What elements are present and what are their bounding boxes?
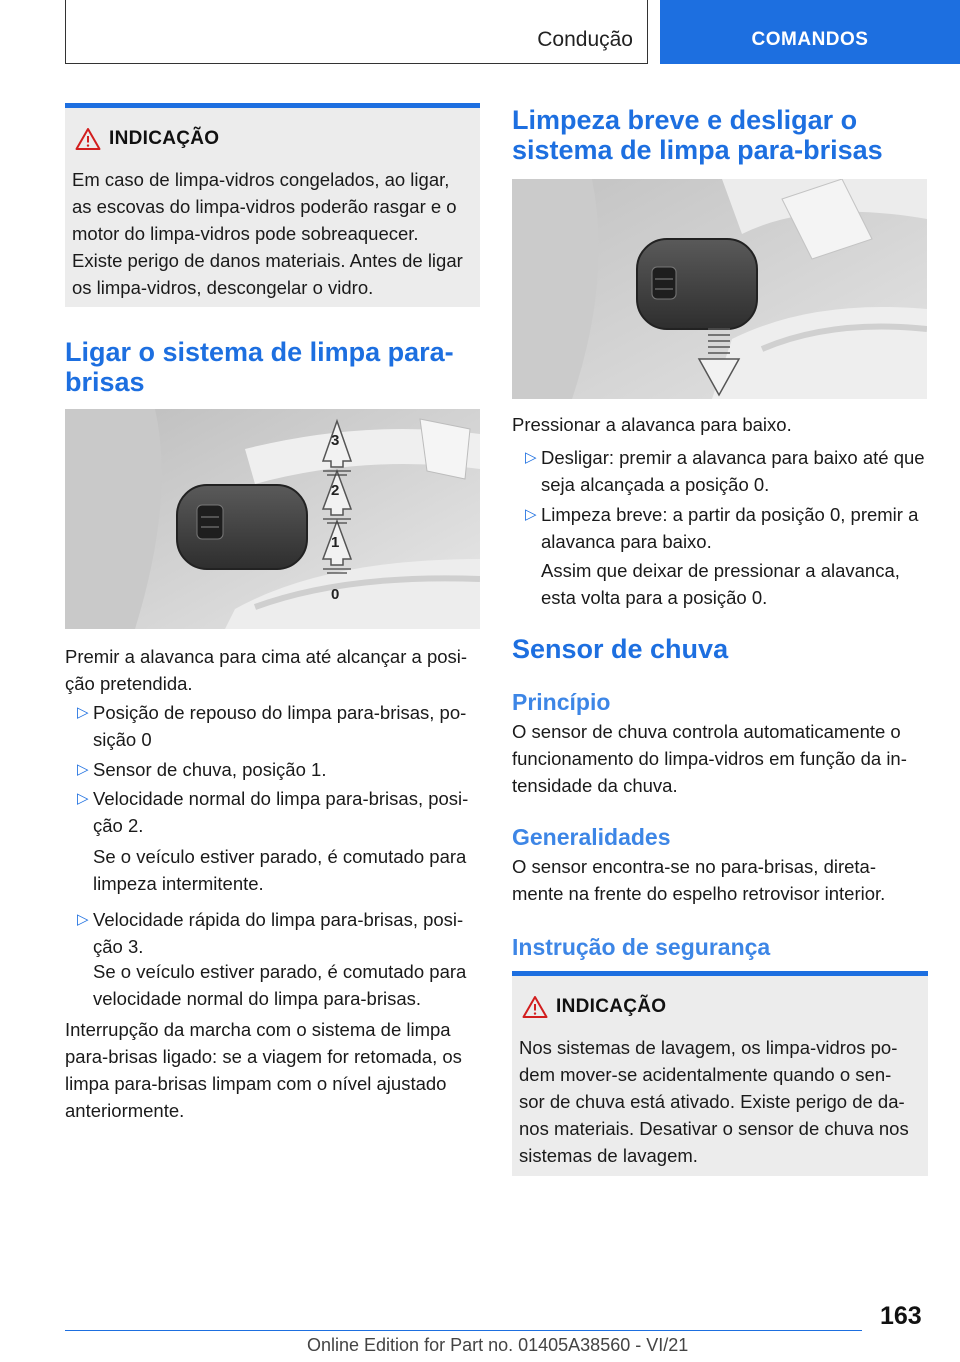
list-item-line: Se o veículo estiver parado, é comutado para: [93, 961, 467, 982]
figure-wiper-lever-up: [65, 409, 480, 629]
paragraph-line: anteriormente.: [65, 1100, 185, 1121]
heading-line: Limpeza breve e desligar o: [512, 105, 858, 135]
header-section-box: [65, 0, 648, 64]
list-item-line: Velocidade rápida do limpa para-brisas, posi-: [93, 909, 464, 930]
warning-triangle-icon: [522, 995, 548, 1019]
figure-wiper-lever-down: [512, 179, 927, 399]
warning-line: Existe perigo de danos materiais. Antes de ligar: [72, 250, 463, 271]
list-item-line: Se o veículo estiver parado, é comutado para: [93, 846, 467, 867]
list-item-normal-speed: [93, 785, 483, 839]
bullet-icon: ▷: [525, 449, 537, 466]
heading-line: Ligar o sistema de limpa para-: [65, 337, 454, 367]
list-item-rest-position: [93, 699, 483, 753]
list-item-line: sição 0: [93, 729, 152, 750]
list-item-line: esta volta para a posição 0.: [541, 587, 768, 608]
list-item-line: ção 3.: [93, 936, 144, 957]
warning-text: [72, 166, 474, 301]
list-item-note-fast-speed: [93, 958, 483, 1012]
paragraph-brief-intro: Pressionar a alavanca para baixo.: [512, 414, 792, 435]
figure-label-position-2: 2: [331, 482, 340, 499]
header-chapter-title: COMANDOS: [751, 29, 869, 50]
list-item-line: Desligar: premir a alavanca para baixo até que: [541, 447, 925, 468]
header-section-title: Condução: [537, 28, 633, 51]
warning-line: os limpa-vidros, descongelar o vidro.: [72, 277, 374, 298]
bullet-icon: ▷: [77, 911, 89, 928]
heading-switch-on-wipers: [65, 337, 485, 397]
warning-text: [519, 1034, 922, 1169]
list-item-line: Limpeza breve: a partir da posição 0, premir a: [541, 504, 919, 525]
list-item-line: limpeza intermitente.: [93, 873, 264, 894]
paragraph-line: ção pretendida.: [65, 673, 193, 694]
list-item-rain-sensor-position: [93, 756, 483, 783]
paragraph-general: [512, 853, 942, 907]
warning-line: nos materiais. Desativar o sensor de chuva nos: [519, 1118, 909, 1139]
list-item-switch-off: [541, 444, 936, 498]
bullet-icon: ▷: [77, 704, 89, 721]
paragraph-principle: [512, 718, 942, 799]
warning-line: motor do limpa-vidros pode sobreaquecer.: [72, 223, 419, 244]
heading-rain-sensor: Sensor de chuva: [512, 634, 729, 664]
header-chapter-box: [660, 0, 960, 64]
heading-line: sistema de limpa para-brisas: [512, 135, 883, 165]
warning-box-car-wash: [512, 971, 928, 1176]
list-item-line: alavanca para baixo.: [541, 531, 712, 552]
warning-triangle-icon: [75, 127, 101, 151]
list-item-line: Velocidade normal do limpa para-brisas, posi-: [93, 788, 469, 809]
paragraph-line: O sensor encontra-se no para-brisas, direta-: [512, 856, 877, 877]
subheading-principle: Princípio: [512, 689, 611, 715]
figure-label-position-3: 3: [331, 432, 340, 449]
footer-edition: Online Edition for Part no. 01405A38560 - VI/21: [307, 1335, 689, 1355]
bullet-icon: ▷: [525, 506, 537, 523]
list-item-brief-wipe: [541, 501, 936, 555]
list-item-line: Assim que deixar de pressionar a alavanca,: [541, 560, 900, 581]
paragraph-line: funcionamento do limpa-vidros em função da in-: [512, 748, 907, 769]
warning-line: sistemas de lavagem.: [519, 1145, 698, 1166]
heading-line: brisas: [65, 367, 145, 397]
wiper-lever-up-illustration: [65, 409, 480, 629]
list-item-line: velocidade normal do limpa para-brisas.: [93, 988, 422, 1009]
paragraph-line: Interrupção da marcha com o sistema de limpa: [65, 1019, 451, 1040]
paragraph-line: para-brisas ligado: se a viagem for retomada, os: [65, 1046, 462, 1067]
paragraph-line: mente na frente do espelho retrovisor interior.: [512, 883, 886, 904]
subheading-general: Generalidades: [512, 824, 671, 850]
list-item-line: seja alcançada a posição 0.: [541, 474, 770, 495]
warning-box-frozen-wipers: [65, 103, 480, 307]
footer-divider: [65, 1330, 862, 1331]
list-item-fast-speed: [93, 906, 483, 960]
paragraph-line: tensidade da chuva.: [512, 775, 678, 796]
page-number: 163: [880, 1302, 922, 1330]
warning-line: as escovas do limpa-vidros poderão rasgar e o: [72, 196, 457, 217]
warning-line: sor de chuva está ativado. Existe perigo de da-: [519, 1091, 905, 1112]
paragraph-line: Premir a alavanca para cima até alcançar a posi-: [65, 646, 468, 667]
warning-line: dem mover-se acidentalmente quando o sen-: [519, 1064, 892, 1085]
list-item-line: ção 2.: [93, 815, 144, 836]
list-item-note-brief-wipe: [541, 557, 936, 611]
paragraph-switch-on-intro: [65, 643, 485, 697]
list-item-line: Sensor de chuva, posição 1.: [93, 759, 327, 780]
figure-label-position-0: 0: [331, 586, 340, 603]
heading-brief-wipe: [512, 105, 942, 165]
wiper-lever-down-illustration: [512, 179, 927, 399]
paragraph-line: O sensor de chuva controla automaticamente o: [512, 721, 901, 742]
list-item-line: Posição de repouso do limpa para-brisas, po-: [93, 702, 467, 723]
warning-title: INDICAÇÃO: [556, 996, 667, 1017]
warning-line: Em caso de limpa-vidros congelados, ao ligar,: [72, 169, 450, 190]
figure-label-position-1: 1: [331, 534, 340, 551]
warning-title: INDICAÇÃO: [109, 128, 220, 149]
bullet-icon: ▷: [77, 761, 89, 778]
list-item-note-normal-speed: [93, 843, 483, 897]
paragraph-interruption: [65, 1016, 485, 1124]
subheading-safety: Instrução de segurança: [512, 934, 771, 960]
bullet-icon: ▷: [77, 790, 89, 807]
paragraph-line: limpa para-brisas limpam com o nível ajustado: [65, 1073, 447, 1094]
warning-line: Nos sistemas de lavagem, os limpa-vidros po-: [519, 1037, 898, 1058]
